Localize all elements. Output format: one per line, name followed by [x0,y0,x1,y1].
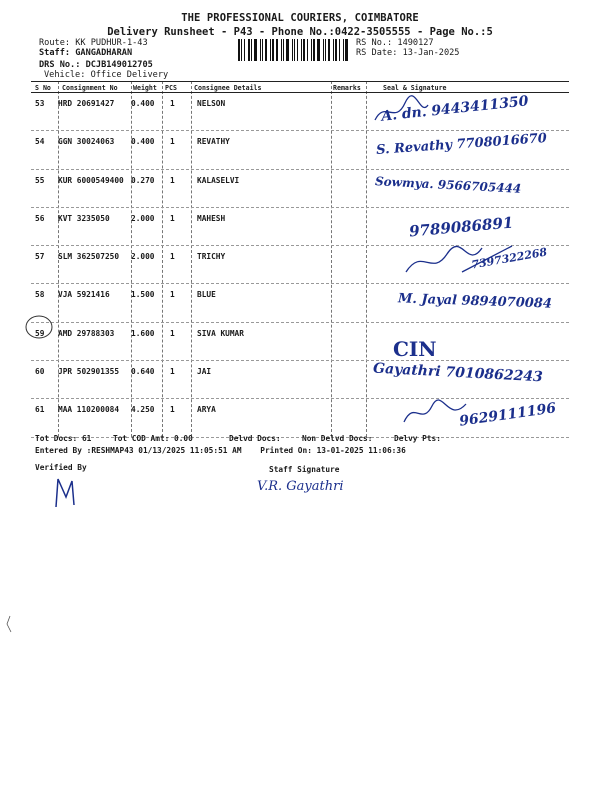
barcode-bar [244,39,245,61]
barcode-bar [311,39,312,61]
table-row [31,323,569,361]
row-consignee: MAHESH [197,213,226,223]
table-row [31,284,569,322]
barcode-bar [339,39,340,61]
row-pcs: 1 [170,175,175,185]
barcode-bar [328,39,330,61]
row-sno: 59 [35,328,45,338]
row-weight: 2.000 [131,213,155,223]
col-weight: Weight [133,84,157,92]
table-row [31,361,569,399]
barcode-bar [323,39,324,61]
barcode-bar [286,39,289,61]
row-signature: CIN [393,336,437,361]
barcode-bar [292,39,293,61]
row-signature: A. dn. 9443411350 [380,93,530,125]
barcode-bar [297,39,298,61]
drs-number: DRS No.: DCJB149012705 [39,60,153,70]
barcode-bar [343,39,344,61]
row-signature: Sowmya. 9566705444 [374,173,522,196]
row-weight: 0.400 [131,99,155,108]
row-pcs: 1 [170,137,175,147]
barcode-bar [248,39,250,61]
row-sno: 57 [35,252,45,262]
route-label: Route: KK PUDHUR-1-43 [39,38,148,48]
printed-on: Printed On: 13-01-2025 11:06:36 [260,446,406,455]
row-consignee: NELSON [197,99,226,108]
entered-by: Entered By :RESHMAP43 01/13/2025 11:05:51 AM [35,446,242,455]
barcode-bar [272,39,274,61]
signature-scribble [400,398,470,428]
barcode-bar [301,39,302,61]
verified-signature [52,475,82,509]
row-pcs: 1 [170,252,175,262]
row-consignment: MAA 110200084 [58,405,120,415]
row-pcs: 1 [170,367,175,377]
barcode-bar [262,39,263,61]
col-consignment: Consignment No [62,84,118,92]
table-row [31,93,569,131]
row-consignment: JPR 502901355 [58,367,120,377]
col-remarks: Remarks [333,84,361,92]
vehicle-label: Vehicle: Office Delivery [44,70,169,80]
barcode-bar [254,39,257,61]
col-consignee: Consignee Details [194,84,262,92]
row-sno: 56 [35,213,45,223]
row-signature: 9789086891 [408,213,514,241]
barcode-bar [313,39,315,61]
barcode-bar [325,39,326,61]
barcode-bar [276,39,278,61]
row-sno: 54 [35,137,45,147]
row-sno: 60 [35,367,45,377]
barcode-bar [294,39,296,61]
company-title: THE PROFESSIONAL COURIERS, COIMBATORE [181,12,419,24]
signature-scribble [370,95,430,125]
row-signature: M. Jayal 9894070084 [397,291,553,313]
total-docs: Tot Docs: 61 [35,434,92,443]
rs-date: RS Date: 13-Jan-2025 [356,48,460,58]
barcode-bar [260,39,261,61]
staff-signature-hand: V.R. Gayathri [257,479,344,494]
row-consignee: BLUE [197,290,216,300]
row-sno: 61 [35,405,45,415]
barcode-bar [270,39,271,61]
row-weight: 0.270 [131,175,155,185]
row-pcs: 1 [170,213,175,223]
row-weight: 2.000 [131,252,155,262]
row-signature: 9629111196 [458,400,558,431]
row-sno: 53 [35,99,45,108]
row-signature: 7397322268 [470,245,549,272]
row-consignment: GGN 30024063 [58,137,115,147]
runsheet-subtitle: Delivery Runsheet - P43 - Phone No.:0422-3505555 - Page No.:5 [107,26,493,38]
table-row [31,208,569,246]
row-weight: 0.640 [131,367,155,377]
row-consignment: KUR 6000549400 [58,175,124,185]
row-sno: 55 [35,175,45,185]
table-row [31,131,569,169]
barcode-bar [241,39,242,61]
row-consignee: ARYA [197,405,216,415]
row-consignment: HRD 20691427 [58,99,115,108]
table-row [31,170,569,208]
barcode-bar [317,39,320,61]
circle-mark [24,314,54,340]
row-consignment: AMD 29788303 [58,328,115,338]
signature-scribble [402,242,522,280]
row-weight: 1.600 [131,328,155,338]
barcode-bar [345,39,348,61]
row-signature: S. Revathy 7708016670 [375,131,548,159]
row-consignee: REVATHY [197,137,230,147]
row-pcs: 1 [170,405,175,415]
rs-number: RS No.: 1490127 [356,38,434,48]
row-consignment: KVT 3235050 [58,213,110,223]
row-weight: 4.250 [131,405,155,415]
barcode-bar [335,39,337,61]
row-consignee: JAI [197,367,212,377]
row-consignment: SLM 362507250 [58,252,120,262]
barcode-bar [265,39,267,61]
barcode-bar [238,39,240,61]
barcode-bar [283,39,284,61]
staff-label: Staff: GANGADHARAN [39,48,133,58]
barcode-bar [251,39,252,61]
row-consignment: VJA 5921416 [58,290,110,300]
staff-signature-label: Staff Signature [269,465,340,474]
verified-by-label: Verified By [35,463,87,472]
row-weight: 0.400 [131,137,155,147]
col-pcs: PCS [165,84,177,92]
table-row [31,399,569,437]
row-weight: 1.500 [131,290,155,300]
entered-line [35,446,406,455]
delivery-points: Delvy Pts: [394,434,441,443]
barcode-bar [303,39,305,61]
col-seal-signature: Seal & Signature [383,84,447,92]
barcode-bar [333,39,334,61]
row-pcs: 1 [170,99,175,108]
col-sno: S No [35,84,51,92]
scan-mark [4,614,14,634]
row-consignee: SIVA KUMAR [197,328,244,338]
barcode [238,39,350,61]
non-delivered-docs: Non Delvd Docs: [302,434,373,443]
row-sno: 58 [35,290,45,300]
barcode-bar [307,39,308,61]
delivered-docs: Delvd Docs: [229,434,281,443]
row-consignee: KALASELVI [197,175,240,185]
barcode-bar [281,39,282,61]
total-cod: Tot COD Amt: 0.00 [113,434,193,443]
row-signature: Gayathri 7010862243 [372,360,544,386]
row-consignee: TRICHY [197,252,226,262]
table-header [31,81,569,93]
row-pcs: 1 [170,328,175,338]
row-pcs: 1 [170,290,175,300]
